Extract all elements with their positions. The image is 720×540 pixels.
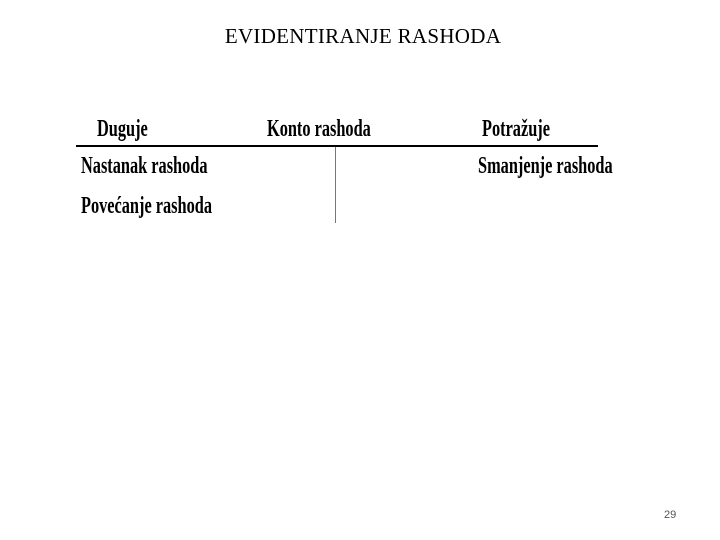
- t-account-horizontal-line: [76, 145, 598, 147]
- page-number: 29: [664, 509, 677, 521]
- debit-header: Duguje: [97, 116, 148, 142]
- credit-entry: Smanjenje rashoda: [478, 153, 613, 179]
- t-account: [76, 110, 613, 225]
- t-account-vertical-line: [335, 147, 336, 223]
- credit-header: Potražuje: [482, 116, 550, 142]
- debit-entry: Povećanje rashoda: [81, 193, 213, 219]
- slide-title: EVIDENTIRANJE RASHODA: [224, 24, 502, 48]
- debit-entry: Nastanak rashoda: [81, 153, 208, 179]
- account-name: Konto rashoda: [267, 116, 371, 142]
